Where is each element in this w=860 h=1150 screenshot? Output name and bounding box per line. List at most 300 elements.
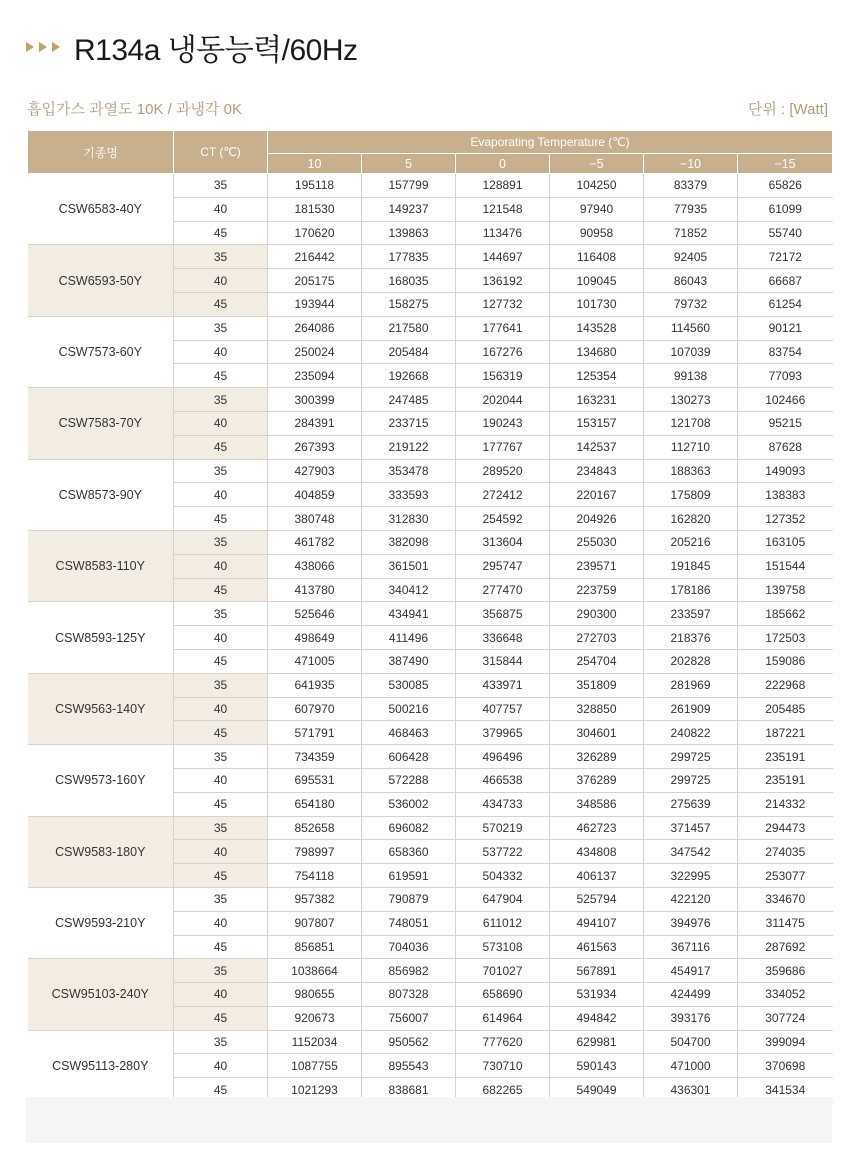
capacity-value: 116408 [550,245,644,269]
capacity-value: 701027 [456,959,550,983]
capacity-value: 413780 [268,578,362,602]
capacity-value: 570219 [456,816,550,840]
ct-value: 35 [174,316,268,340]
capacity-value: 205216 [644,530,738,554]
capacity-value: 218376 [644,626,738,650]
capacity-value: 125354 [550,364,644,388]
capacity-value: 571791 [268,721,362,745]
capacity-value: 371457 [644,816,738,840]
capacity-value: 168035 [362,269,456,293]
capacity-value: 167276 [456,340,550,364]
capacity-value: 217580 [362,316,456,340]
capacity-value: 730710 [456,1054,550,1078]
ct-value: 35 [174,245,268,269]
capacity-value: 348586 [550,792,644,816]
capacity-value: 433971 [456,673,550,697]
capacity-value: 284391 [268,411,362,435]
capacity-value: 682265 [456,1078,550,1102]
capacity-value: 233715 [362,411,456,435]
capacity-value: 494107 [550,911,644,935]
ct-value: 45 [174,364,268,388]
capacity-value: 65826 [738,174,833,198]
model-group [28,316,833,387]
capacity-value: 90121 [738,316,833,340]
capacity-value: 113476 [456,221,550,245]
ct-value: 40 [174,840,268,864]
ct-value: 40 [174,269,268,293]
capacity-value: 205485 [738,697,833,721]
capacity-value: 411496 [362,626,456,650]
capacity-value: 619591 [362,864,456,888]
capacity-value: 590143 [550,1054,644,1078]
capacity-value: 407757 [456,697,550,721]
capacity-value: 658360 [362,840,456,864]
capacity-value: 191845 [644,554,738,578]
capacity-value: 311475 [738,911,833,935]
capacity-value: 101730 [550,292,644,316]
ct-value: 45 [174,1006,268,1030]
model-name: CSW8573-90Y [28,459,174,530]
capacity-value: 281969 [644,673,738,697]
capacity-value: 496496 [456,745,550,769]
footer-band [26,1097,832,1143]
capacity-value: 77093 [738,364,833,388]
capacity-value: 567891 [550,959,644,983]
model-group [28,887,833,958]
capacity-value: 498649 [268,626,362,650]
capacity-value: 83379 [644,174,738,198]
capacity-value: 71852 [644,221,738,245]
capacity-value: 427903 [268,459,362,483]
capacity-value: 172503 [738,626,833,650]
capacity-value: 356875 [456,602,550,626]
capacity-value: 471005 [268,649,362,673]
ct-value: 35 [174,745,268,769]
capacity-value: 530085 [362,673,456,697]
capacity-value: 127732 [456,292,550,316]
capacity-value: 99138 [644,364,738,388]
model-name: CSW9563-140Y [28,673,174,744]
header-evap-temp: 5 [362,154,456,174]
capacity-value: 326289 [550,745,644,769]
ct-value: 35 [174,388,268,412]
capacity-value: 264086 [268,316,362,340]
table-row [28,1030,833,1054]
capacity-value: 240822 [644,721,738,745]
table-row [28,673,833,697]
capacity-value: 193944 [268,292,362,316]
capacity-value: 79732 [644,292,738,316]
capacity-value: 531934 [550,983,644,1007]
model-group [28,673,833,744]
capacity-value: 114560 [644,316,738,340]
capacity-value: 121708 [644,411,738,435]
capacity-value: 149093 [738,459,833,483]
capacity-value: 55740 [738,221,833,245]
capacity-value: 611012 [456,911,550,935]
capacity-value: 607970 [268,697,362,721]
capacity-value: 341534 [738,1078,833,1102]
capacity-value: 920673 [268,1006,362,1030]
capacity-value: 434733 [456,792,550,816]
model-name: CSW7573-60Y [28,316,174,387]
capacity-value: 274035 [738,840,833,864]
capacity-value: 895543 [362,1054,456,1078]
capacity-value: 261909 [644,697,738,721]
capacity-value: 537722 [456,840,550,864]
capacity-value: 461563 [550,935,644,959]
capacity-value: 424499 [644,983,738,1007]
page-header [26,22,358,72]
capacity-value: 144697 [456,245,550,269]
capacity-value: 77935 [644,197,738,221]
capacity-value: 614964 [456,1006,550,1030]
capacity-value: 379965 [456,721,550,745]
ct-value: 45 [174,721,268,745]
ct-value: 40 [174,554,268,578]
capacity-value: 838681 [362,1078,456,1102]
capacity-value: 214332 [738,792,833,816]
ct-value: 35 [174,174,268,198]
capacity-value: 139863 [362,221,456,245]
capacity-value: 275639 [644,792,738,816]
capacity-value: 361501 [362,554,456,578]
capacity-value: 380748 [268,507,362,531]
capacity-value: 299725 [644,745,738,769]
header-evap-temp: 10 [268,154,362,174]
ct-value: 40 [174,911,268,935]
capacity-value: 95215 [738,411,833,435]
capacity-value: 159086 [738,649,833,673]
capacity-value: 376289 [550,768,644,792]
capacity-value: 573108 [456,935,550,959]
capacity-value: 90958 [550,221,644,245]
capacity-value: 748051 [362,911,456,935]
ct-value: 35 [174,1030,268,1054]
capacity-value: 466538 [456,768,550,792]
capacity-value: 304601 [550,721,644,745]
capacity-value: 170620 [268,221,362,245]
capacity-value: 185662 [738,602,833,626]
capacity-value: 178186 [644,578,738,602]
capacity-value: 153157 [550,411,644,435]
header-evap-temp: 0 [456,154,550,174]
capacity-value: 202828 [644,649,738,673]
capacity-value: 277470 [456,578,550,602]
ct-value: 40 [174,1054,268,1078]
capacity-value: 856851 [268,935,362,959]
capacity-value: 188363 [644,459,738,483]
model-name: CSW9573-160Y [28,745,174,816]
capacity-value: 696082 [362,816,456,840]
capacity-value: 61099 [738,197,833,221]
header-evaporating-temperature: Evaporating Temperature (℃) [268,131,833,154]
capacity-value: 107039 [644,340,738,364]
capacity-value: 1152034 [268,1030,362,1054]
table-row [28,316,833,340]
capacity-value: 704036 [362,935,456,959]
header-evap-temp: −10 [644,154,738,174]
capacity-value: 290300 [550,602,644,626]
capacity-value: 399094 [738,1030,833,1054]
table-row [28,245,833,269]
capacity-value: 177835 [362,245,456,269]
capacity-value: 66687 [738,269,833,293]
capacity-value: 907807 [268,911,362,935]
capacity-value: 315844 [456,649,550,673]
test-condition: 흡입가스 과열도 10K / 과냉각 0K [27,101,242,118]
table-row [28,745,833,769]
model-group [28,388,833,459]
capacity-value: 104250 [550,174,644,198]
table-row [28,959,833,983]
capacity-value: 461782 [268,530,362,554]
capacity-value: 205175 [268,269,362,293]
capacity-value: 852658 [268,816,362,840]
capacity-value: 151544 [738,554,833,578]
capacity-value: 83754 [738,340,833,364]
ct-value: 45 [174,507,268,531]
capacity-value: 353478 [362,459,456,483]
ct-value: 45 [174,435,268,459]
capacity-value: 654180 [268,792,362,816]
capacity-value: 250024 [268,340,362,364]
capacity-value: 109045 [550,269,644,293]
capacity-value: 235191 [738,768,833,792]
capacity-value: 190243 [456,411,550,435]
capacity-value: 404859 [268,483,362,507]
capacity-value: 807328 [362,983,456,1007]
capacity-value: 328850 [550,697,644,721]
capacity-value: 216442 [268,245,362,269]
capacity-value: 234843 [550,459,644,483]
model-name: CSW7583-70Y [28,388,174,459]
ct-value: 45 [174,792,268,816]
ct-value: 40 [174,411,268,435]
capacity-value: 92405 [644,245,738,269]
capacity-value: 468463 [362,721,456,745]
capacity-value: 158275 [362,292,456,316]
capacity-value: 130273 [644,388,738,412]
capacity-value: 222968 [738,673,833,697]
capacity-value: 299725 [644,768,738,792]
capacity-value: 294473 [738,816,833,840]
model-group [28,1030,833,1101]
model-name: CSW6593-50Y [28,245,174,316]
capacity-value: 370698 [738,1054,833,1078]
ct-value: 40 [174,697,268,721]
capacity-value: 156319 [456,364,550,388]
capacity-value: 312830 [362,507,456,531]
capacity-value: 334052 [738,983,833,1007]
capacity-value: 202044 [456,388,550,412]
capacity-value: 536002 [362,792,456,816]
capacity-value: 289520 [456,459,550,483]
capacity-value: 406137 [550,864,644,888]
ct-value: 45 [174,221,268,245]
model-group [28,745,833,816]
capacity-value: 134680 [550,340,644,364]
capacity-value: 157799 [362,174,456,198]
capacity-value: 322995 [644,864,738,888]
capacity-value: 254704 [550,649,644,673]
capacity-value: 734359 [268,745,362,769]
capacity-value: 102466 [738,388,833,412]
capacity-value: 87628 [738,435,833,459]
capacity-value: 629981 [550,1030,644,1054]
model-group [28,530,833,601]
capacity-value: 1038664 [268,959,362,983]
capacity-value: 382098 [362,530,456,554]
capacity-value: 235191 [738,745,833,769]
capacity-value: 525794 [550,887,644,911]
capacity-value: 143528 [550,316,644,340]
capacity-value: 525646 [268,602,362,626]
capacity-value: 347542 [644,840,738,864]
model-name: CSW8593-125Y [28,602,174,673]
ct-value: 35 [174,887,268,911]
capacity-value: 471000 [644,1054,738,1078]
capacity-value: 500216 [362,697,456,721]
capacity-value: 756007 [362,1006,456,1030]
capacity-value: 287692 [738,935,833,959]
ct-value: 35 [174,602,268,626]
ct-value: 40 [174,197,268,221]
capacity-value: 223759 [550,578,644,602]
capacity-value: 255030 [550,530,644,554]
capacity-value: 393176 [644,1006,738,1030]
capacity-value: 434941 [362,602,456,626]
header-model: 기종명 [28,131,174,174]
capacity-value: 177767 [456,435,550,459]
capacity-value: 1021293 [268,1078,362,1102]
capacity-value: 754118 [268,864,362,888]
capacity-value: 394976 [644,911,738,935]
model-group [28,245,833,316]
capacity-value: 72172 [738,245,833,269]
ct-value: 45 [174,935,268,959]
capacity-value: 462723 [550,816,644,840]
ct-value: 45 [174,864,268,888]
table-row [28,887,833,911]
capacity-value: 494842 [550,1006,644,1030]
capacity-value: 112710 [644,435,738,459]
capacity-value: 1087755 [268,1054,362,1078]
capacity-value: 790879 [362,887,456,911]
capacity-value: 253077 [738,864,833,888]
model-group [28,602,833,673]
capacity-value: 387490 [362,649,456,673]
model-name: CSW8583-110Y [28,530,174,601]
ct-value: 40 [174,626,268,650]
capacity-value: 139758 [738,578,833,602]
capacity-value: 247485 [362,388,456,412]
capacity-value: 351809 [550,673,644,697]
capacity-value: 647904 [456,887,550,911]
capacity-value: 239571 [550,554,644,578]
capacity-value: 300399 [268,388,362,412]
capacity-value: 61254 [738,292,833,316]
table-row [28,530,833,554]
capacity-value: 950562 [362,1030,456,1054]
capacity-value: 454917 [644,959,738,983]
capacity-value: 175809 [644,483,738,507]
capacity-value: 220167 [550,483,644,507]
capacity-value: 340412 [362,578,456,602]
capacity-value: 138383 [738,483,833,507]
capacity-value: 980655 [268,983,362,1007]
capacity-value: 272703 [550,626,644,650]
capacity-value: 695531 [268,768,362,792]
capacity-value: 205484 [362,340,456,364]
capacity-value: 367116 [644,935,738,959]
capacity-value: 195118 [268,174,362,198]
capacity-value: 128891 [456,174,550,198]
capacity-value: 359686 [738,959,833,983]
model-name: CSW6583-40Y [28,174,174,245]
capacity-value: 272412 [456,483,550,507]
model-group [28,959,833,1030]
capacity-value: 121548 [456,197,550,221]
capacity-value: 436301 [644,1078,738,1102]
capacity-value: 235094 [268,364,362,388]
capacity-value: 219122 [362,435,456,459]
ct-value: 35 [174,530,268,554]
capacity-value: 957382 [268,887,362,911]
capacity-value: 422120 [644,887,738,911]
capacity-table [27,130,833,1102]
capacity-value: 136192 [456,269,550,293]
capacity-value: 504700 [644,1030,738,1054]
ct-value: 45 [174,1078,268,1102]
capacity-value: 233597 [644,602,738,626]
capacity-value: 434808 [550,840,644,864]
unit-label: 단위 : [Watt] [747,101,828,118]
capacity-value: 295747 [456,554,550,578]
capacity-value: 163105 [738,530,833,554]
capacity-value: 163231 [550,388,644,412]
capacity-value: 307724 [738,1006,833,1030]
capacity-value: 313604 [456,530,550,554]
model-name: CSW9593-210Y [28,887,174,958]
ct-value: 40 [174,340,268,364]
triple-arrow-icon [26,42,60,52]
capacity-value: 97940 [550,197,644,221]
capacity-value: 438066 [268,554,362,578]
capacity-value: 606428 [362,745,456,769]
capacity-value: 658690 [456,983,550,1007]
capacity-value: 267393 [268,435,362,459]
capacity-value: 177641 [456,316,550,340]
table-row [28,602,833,626]
table-row [28,388,833,412]
capacity-value: 777620 [456,1030,550,1054]
capacity-value: 181530 [268,197,362,221]
ct-value: 45 [174,649,268,673]
ct-value: 40 [174,983,268,1007]
capacity-value: 334670 [738,887,833,911]
capacity-value: 149237 [362,197,456,221]
table-row [28,816,833,840]
ct-value: 40 [174,768,268,792]
ct-value: 35 [174,673,268,697]
capacity-value: 254592 [456,507,550,531]
header-evap-temp: −5 [550,154,644,174]
ct-value: 35 [174,459,268,483]
capacity-value: 504332 [456,864,550,888]
model-group [28,174,833,245]
header-evap-temp: −15 [738,154,833,174]
